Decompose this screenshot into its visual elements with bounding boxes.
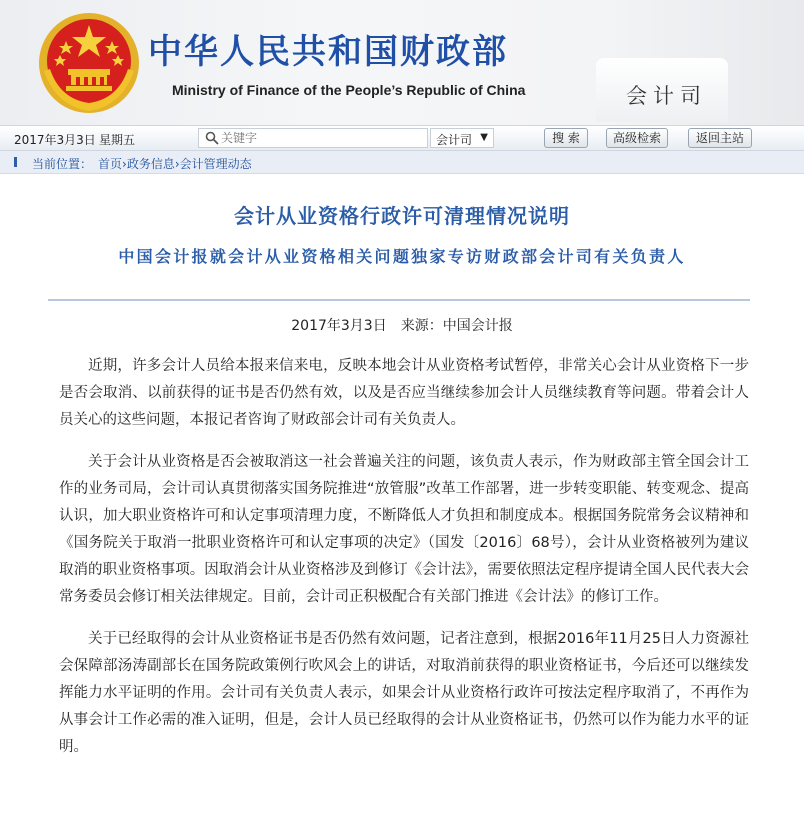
article-date: 2017年3月3日: [291, 318, 387, 334]
title-divider: [48, 299, 750, 301]
advanced-search-button[interactable]: 高级检索: [606, 128, 668, 148]
breadcrumb-item-home[interactable]: 首页: [98, 157, 123, 171]
chevron-down-icon: ▼: [480, 132, 488, 143]
breadcrumb-label: 当前位置：: [32, 157, 93, 171]
site-title-english: Ministry of Finance of the People’s Republic of China: [172, 82, 526, 98]
breadcrumb-separator: ›: [174, 157, 180, 171]
breadcrumb: [0, 151, 804, 174]
article-source: 来源：中国会计报: [400, 318, 513, 334]
search-input[interactable]: [221, 130, 421, 146]
current-weekday: 星期五: [99, 133, 136, 147]
breadcrumb-item-accounting-news[interactable]: 会计管理动态: [179, 157, 252, 171]
breadcrumb-item-government-info[interactable]: 政务信息: [126, 157, 175, 171]
article-paragraph: 关于会计从业资格是否会被取消这一社会普遍关注的问题，该负责人表示，作为财政部主管全国会计工作的业务司局，会计司认真贯彻落实国务院推进“放管服”改革工作部署，进一步转变职能、转变观念、提高认识，加大职业资格许可和认定事项清理力度，不断降低人才负担和制度成本。根据国务院常务会议精神和《国务院关于取消一批职业资格许可和认定事项的决定》（国发〔2016〕68号），会计从业资格被列为建议取消的职业资格事项。因取消会计从业资格涉及到修订《会计法》，需要依照法定程序提请全国人民代表大会常务委员会修订相关法律规定。目前，会计司正积极配合有关部门推进《会计法》的修订工作。: [59, 454, 749, 605]
article-subtitle: 中国会计报就会计从业资格相关问题独家专访财政部会计司有关负责人: [118, 247, 686, 266]
return-home-button[interactable]: 返回主站: [688, 128, 752, 148]
article-body: [59, 353, 749, 776]
national-emblem-icon: [36, 11, 142, 115]
site-title: 中华人民共和国财政部: [148, 32, 508, 72]
breadcrumb-trail: [98, 155, 252, 172]
breadcrumb-separator: ›: [122, 157, 127, 171]
department-name: 会计司: [626, 84, 707, 108]
search-button[interactable]: 搜 索: [544, 128, 588, 148]
current-date: 2017年3月3日: [14, 133, 96, 147]
search-box[interactable]: [198, 128, 428, 148]
breadcrumb-marker-icon: [14, 157, 17, 167]
site-banner: [0, 0, 804, 125]
article-title: 会计从业资格行政许可清理情况说明: [234, 204, 570, 228]
toolbar: [0, 125, 804, 151]
article-paragraph: 关于已经取得的会计从业资格证书是否仍然有效问题，记者注意到，根据2016年11月25日人力资源社会保障部汤涛副部长在国务院政策例行吹风会上的讲话，对取消前获得的职业资格证书，今后还可以继续发挥能力水平证明的作用。会计司有关负责人表示，如果会计从业资格行政许可按法定程序取消了，不再作为从事会计工作必需的准入证明，但是，会计人员已经取得的会计从业资格证书，仍然可以作为能力水平的证明。: [59, 631, 749, 755]
search-scope-value: 会计司: [436, 133, 473, 147]
search-scope-select[interactable]: [430, 128, 494, 148]
article-meta: [0, 315, 804, 335]
search-icon: [205, 131, 219, 145]
article-paragraph: 近期，许多会计人员给本报来信来电，反映本地会计从业资格考试暂停，非常关心会计从业资格下一步是否会取消、以前获得的证书是否仍然有效，以及是否应当继续参加会计人员继续教育等问题。带着会计人员关心的这些问题，本报记者咨询了财政部会计司有关负责人。: [59, 358, 749, 428]
